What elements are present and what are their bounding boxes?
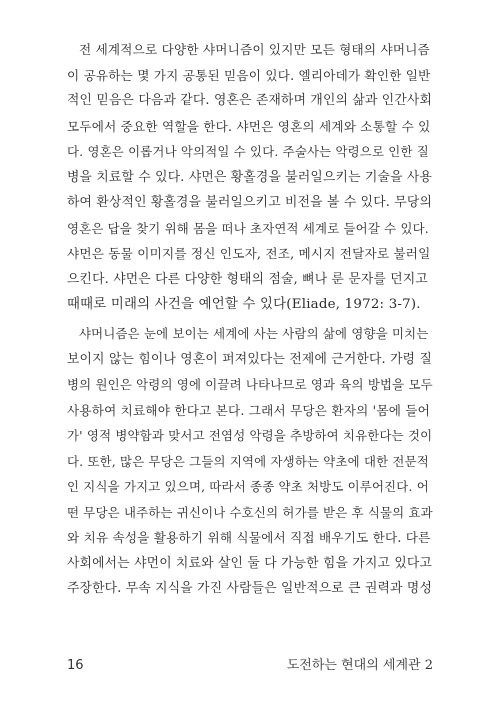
text-line: 이 공유하는 몇 가지 공통된 믿음이 있다. 엘리아데가 확인한 일반 <box>67 67 431 83</box>
text-line: 하여 환상적인 황홀경을 불러일으키고 비전을 볼 수 있다. 무당의 <box>67 195 433 210</box>
paragraph-1 <box>67 37 433 318</box>
running-title: 도전하는 현대의 세계관 2 <box>286 658 433 673</box>
text-line: 인 지식을 가지고 있으며, 따라서 종종 약초 처방도 이루어진다. 어 <box>67 479 429 494</box>
text-line: 적인 믿음은 다음과 같다. 영혼은 존재하며 개인의 삶과 인간사회 <box>67 93 433 108</box>
text-line: 떤 무당은 내주하는 귀신이나 수호신의 허가를 받은 후 식물의 효과 <box>67 504 433 520</box>
body-text <box>67 37 433 602</box>
text-line: 영혼은 답을 찾기 위해 몸을 떠나 초자연적 세계로 들어갈 수 있다. <box>67 220 429 236</box>
text-line: 때때로 미래의 사건을 예언할 수 있다(Eliade, 1972: 3-7). <box>67 297 421 312</box>
text-line: 보이지 않는 힘이나 영혼이 퍼져있다는 전제에 근거한다. 가령 질 <box>67 351 433 367</box>
paragraph-2 <box>67 321 433 602</box>
text-line: 으킨다. 샤먼은 다른 다양한 형태의 점술, 뼈나 룬 문자를 던지고 <box>67 271 428 287</box>
text-line: 사회에서는 샤먼이 치료와 살인 둘 다 가능한 힘을 가지고 있다고 <box>67 555 433 571</box>
text-line: 샤머니즘은 눈에 보이는 세계에 사는 사람의 삶에 영향을 미치는 <box>79 326 429 341</box>
text-line: 전 세계적으로 다양한 샤머니즘이 있지만 모든 형태의 샤머니즘 <box>79 42 430 57</box>
text-line: 모두에서 중요한 역할을 한다. 샤먼은 영혼의 세계와 소통할 수 있 <box>67 118 431 134</box>
text-line: 와 치유 속성을 활용하기 위해 식물에서 직접 배우기도 한다. 다른 <box>67 530 431 545</box>
text-line: 다. 또한, 많은 무당은 그들의 지역에 자생하는 약초에 대한 전문적 <box>67 453 429 469</box>
text-line: 다. 영혼은 이롭거나 악의적일 수 있다. 주술사는 악령으로 인한 질 <box>67 144 429 159</box>
text-line: 병을 치료할 수 있다. 샤먼은 황홀경을 불러일으키는 기술을 사용 <box>67 169 433 185</box>
text-line: 주장한다. 무속 지식을 가진 사람들은 일반적으로 큰 권력과 명성 <box>67 581 433 596</box>
text-line: 샤먼은 동물 이미지를 정신 인도자, 전조, 메시지 전달자로 불러일 <box>67 246 431 261</box>
page-number: 16 <box>67 658 84 673</box>
text-line: 사용하여 치료해야 한다고 본다. 그래서 무당은 환자의 '몸에 들어 <box>67 402 430 418</box>
text-line: 가' 영적 병약함과 맞서고 전염성 악령을 추방하여 치유한다는 것이 <box>67 428 433 443</box>
text-line: 병의 원인은 악령의 영에 이끌려 나타나므로 영과 육의 방법을 모두 <box>67 377 433 392</box>
